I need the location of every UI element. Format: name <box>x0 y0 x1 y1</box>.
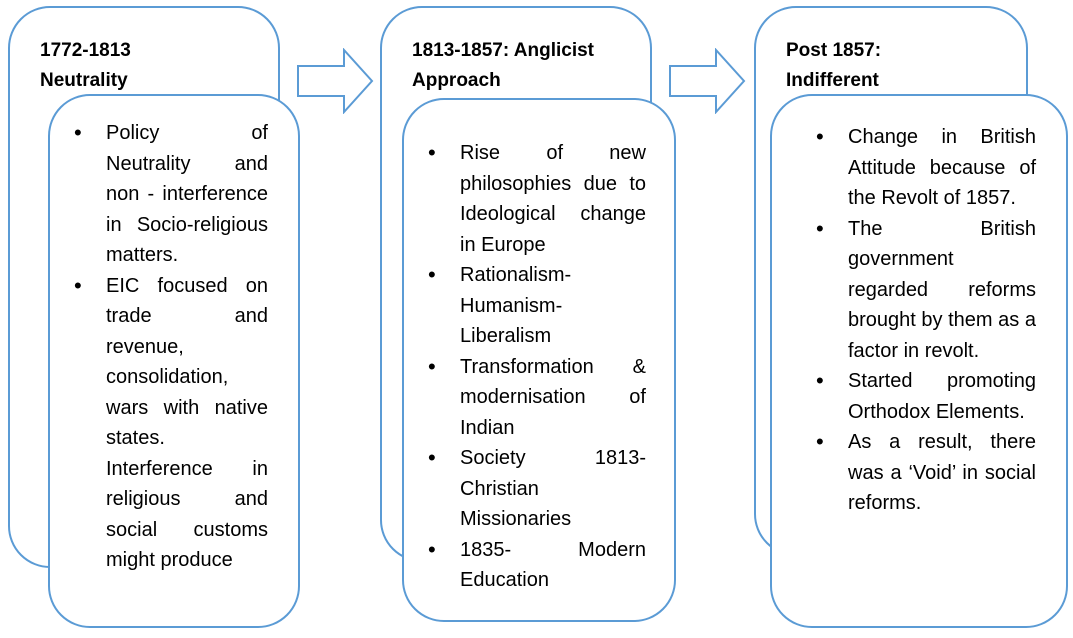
stage-2-bullet: • Transformation & modernisation of Indian <box>404 352 646 444</box>
stage-3-title-line-2: Indifferent <box>786 70 879 91</box>
stage-3-bullet-list <box>792 122 1036 519</box>
stage-1-continuation-text: Interference in religious and social customs might produce <box>106 457 268 571</box>
stage-3-title-line-1: Post 1857: <box>786 40 882 61</box>
stage-3-bullet: • As a result, there was a ‘Void’ in social reforms. <box>792 427 1036 519</box>
stage-1-bullet-list <box>50 118 268 454</box>
stage-3-bullet: • Change in British Attitude because of the Revolt of 1857. <box>792 122 1036 214</box>
right-arrow-icon <box>668 48 748 114</box>
stage-2-title-line-2: Approach <box>412 70 501 91</box>
stage-1-title <box>10 8 278 96</box>
stage-1-title-line-2: Neutrality <box>40 70 128 91</box>
stage-2-bullet: • 1835- Modern Education <box>404 535 646 596</box>
stage-3-bullet: • The British government regarded reforms brought by them as a factor in revolt. <box>792 214 1036 367</box>
stage-1-title-line-1: 1772-1813 <box>40 40 131 61</box>
stage-1-bullet: • EIC focused on trade and revenue, consolidation, wars with native states. <box>50 271 268 454</box>
right-arrow-icon <box>296 48 376 114</box>
stage-2-bullet: • Society 1813- Christian Missionaries <box>404 443 646 535</box>
stage-2-bullet-list <box>404 138 646 596</box>
stage-2-title <box>382 8 650 96</box>
stage-1-bullet: • Policy of Neutrality and non - interference in Socio-religious matters. <box>50 118 268 271</box>
stage-2-bullet: • Rationalism- Humanism- Liberalism <box>404 260 646 352</box>
stage-2-bullet: • Rise of new philosophies due to Ideological change in Europe <box>404 138 646 260</box>
stage-1-content-box <box>48 94 300 628</box>
stage-2-title-line-1: 1813-1857: Anglicist <box>412 40 594 61</box>
stage-3-title <box>756 8 1026 96</box>
stage-2-content-box <box>402 98 676 622</box>
stage-3-content-box <box>770 94 1068 628</box>
stage-3-bullet: • Started promoting Orthodox Elements. <box>792 366 1036 427</box>
